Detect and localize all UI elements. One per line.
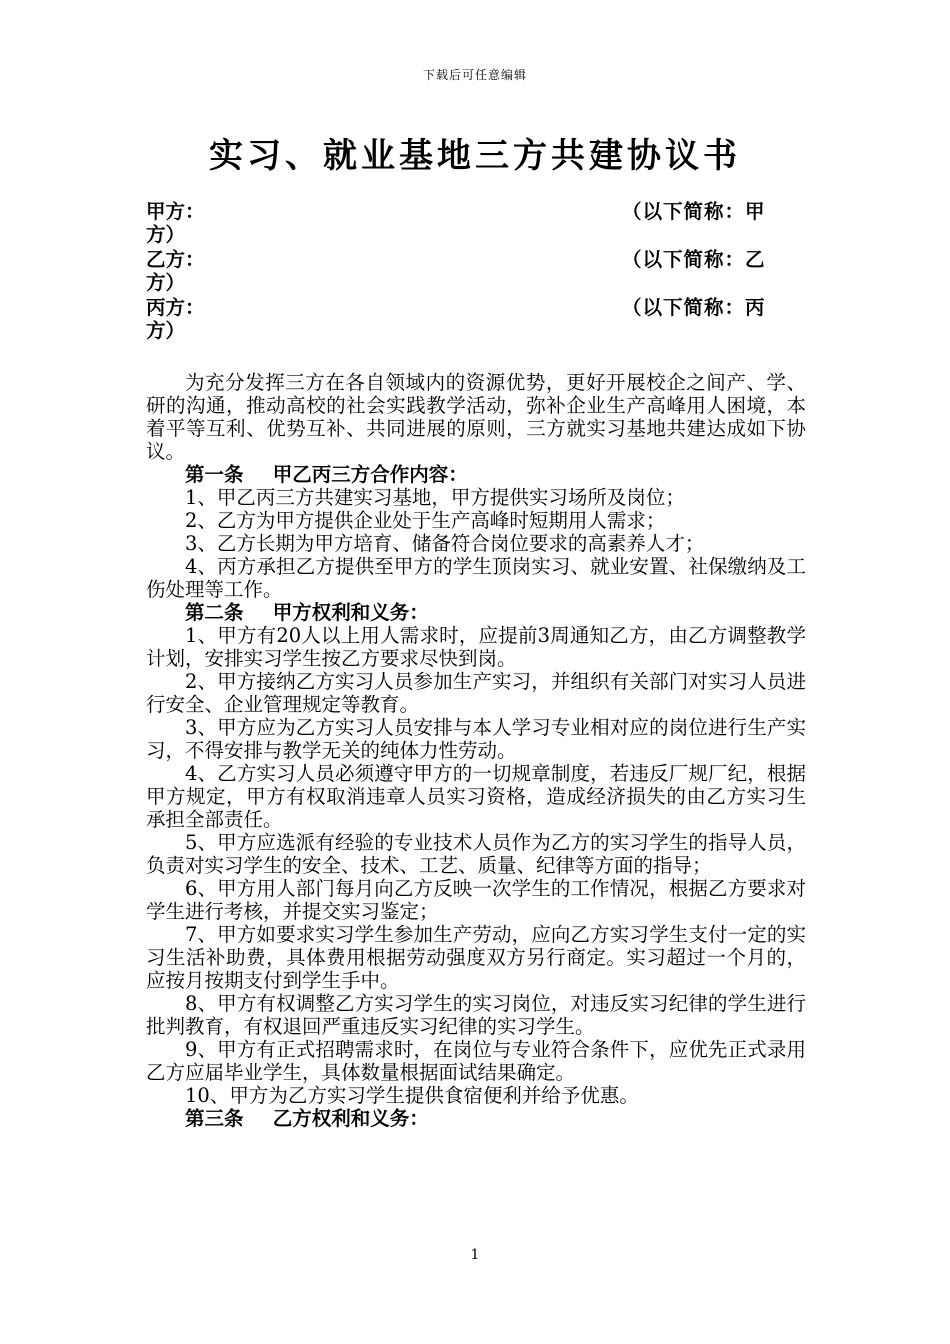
party-label: 甲方： [146, 200, 205, 223]
clause: 1、甲乙丙三方共建实习基地，甲方提供实习场所及岗位； [185, 486, 685, 509]
party-abbrev-end: 方） [146, 223, 186, 246]
clause: 3、乙方长期为甲方培育、储备符合岗位要求的高素养人才； [185, 532, 705, 555]
party-label: 乙方： [146, 248, 205, 271]
clause: 8、甲方有权调整乙方实习学生的实习岗位，对违反实习纪律的学生进行批判教育，有权退回严重违反实习纪律的实习学生。 [146, 992, 806, 1038]
article-title: 甲方权利和义务： [272, 601, 429, 624]
party-abbrev: （以下简称：甲 [622, 200, 766, 223]
article-heading [146, 463, 806, 486]
clause: 10、甲方为乙方实习学生提供食宿便利并给予优惠。 [185, 1084, 639, 1107]
document-body [146, 200, 806, 1130]
party-abbrev-end: 方） [146, 271, 186, 294]
article-title: 甲乙丙三方合作内容： [272, 463, 468, 486]
clause: 3、甲方应为乙方实习人员安排与本人学习专业相对应的岗位进行生产实习，不得安排与教学无关的纯体力性劳动。 [146, 716, 806, 762]
clause: 2、乙方为甲方提供企业处于生产高峰时短期用人需求； [185, 509, 666, 532]
article-number: 第二条 [185, 601, 244, 624]
clause: 9、甲方有正式招聘需求时，在岗位与专业符合条件下，应优先正式录用乙方应届毕业学生，具体数量根据面试结果确定。 [146, 1038, 806, 1084]
clause: 1、甲方有20人以上用人需求时，应提前3周通知乙方，由乙方调整教学计划，安排实习学生按乙方要求尽快到岗。 [146, 624, 806, 670]
article-title: 乙方权利和义务： [272, 1107, 429, 1130]
article-heading [146, 601, 806, 624]
clause: 7、甲方如要求实习学生参加生产劳动，应向乙方实习学生支付一定的实习生活补助费，具体费用根据劳动强度双方另行商定。实习超过一个月的，应按月按期支付到学生手中。 [146, 923, 806, 992]
party-block-a [146, 200, 806, 248]
party-block-b [146, 248, 806, 296]
clause: 6、甲方用人部门每月向乙方反映一次学生的工作情况，根据乙方要求对学生进行考核，并提交实习鉴定； [146, 877, 806, 923]
party-label: 丙方： [146, 296, 205, 319]
article-heading [146, 1107, 806, 1130]
header-note: 下载后可任意编辑 [422, 68, 527, 82]
document-title: 实习、就业基地三方共建协议书 [209, 136, 741, 176]
party-abbrev: （以下简称：丙 [622, 296, 766, 319]
clause: 4、丙方承担乙方提供至甲方的学生顶岗实习、就业安置、社保缴纳及工伤处理等工作。 [146, 555, 806, 601]
party-abbrev-end: 方） [146, 319, 186, 342]
clause: 4、乙方实习人员必须遵守甲方的一切规章制度，若违反厂规厂纪，根据甲方规定，甲方有权取消违章人员实习资格，造成经济损失的由乙方实习生承担全部责任。 [146, 762, 806, 831]
clause: 2、甲方接纳乙方实习人员参加生产实习，并组织有关部门对实习人员进行安全、企业管理规定等教育。 [146, 670, 806, 716]
clause: 5、甲方应选派有经验的专业技术人员作为乙方的实习学生的指导人员，负责对实习学生的安全、技术、工艺、质量、纪律等方面的指导； [146, 831, 806, 877]
article-number: 第一条 [185, 463, 244, 486]
party-abbrev: （以下简称：乙 [622, 248, 766, 271]
intro-paragraph: 为充分发挥三方在各自领域内的资源优势，更好开展校企之间产、学、研的沟通，推动高校的社会实践教学活动，弥补企业生产高峰用人困境，本着平等互利、优势互补、共同进展的原则，三方就实习基地共建达成如下协议。 [146, 371, 806, 463]
article-number: 第三条 [185, 1107, 244, 1130]
party-block-c [146, 296, 806, 344]
page-number: 1 [470, 1247, 480, 1263]
